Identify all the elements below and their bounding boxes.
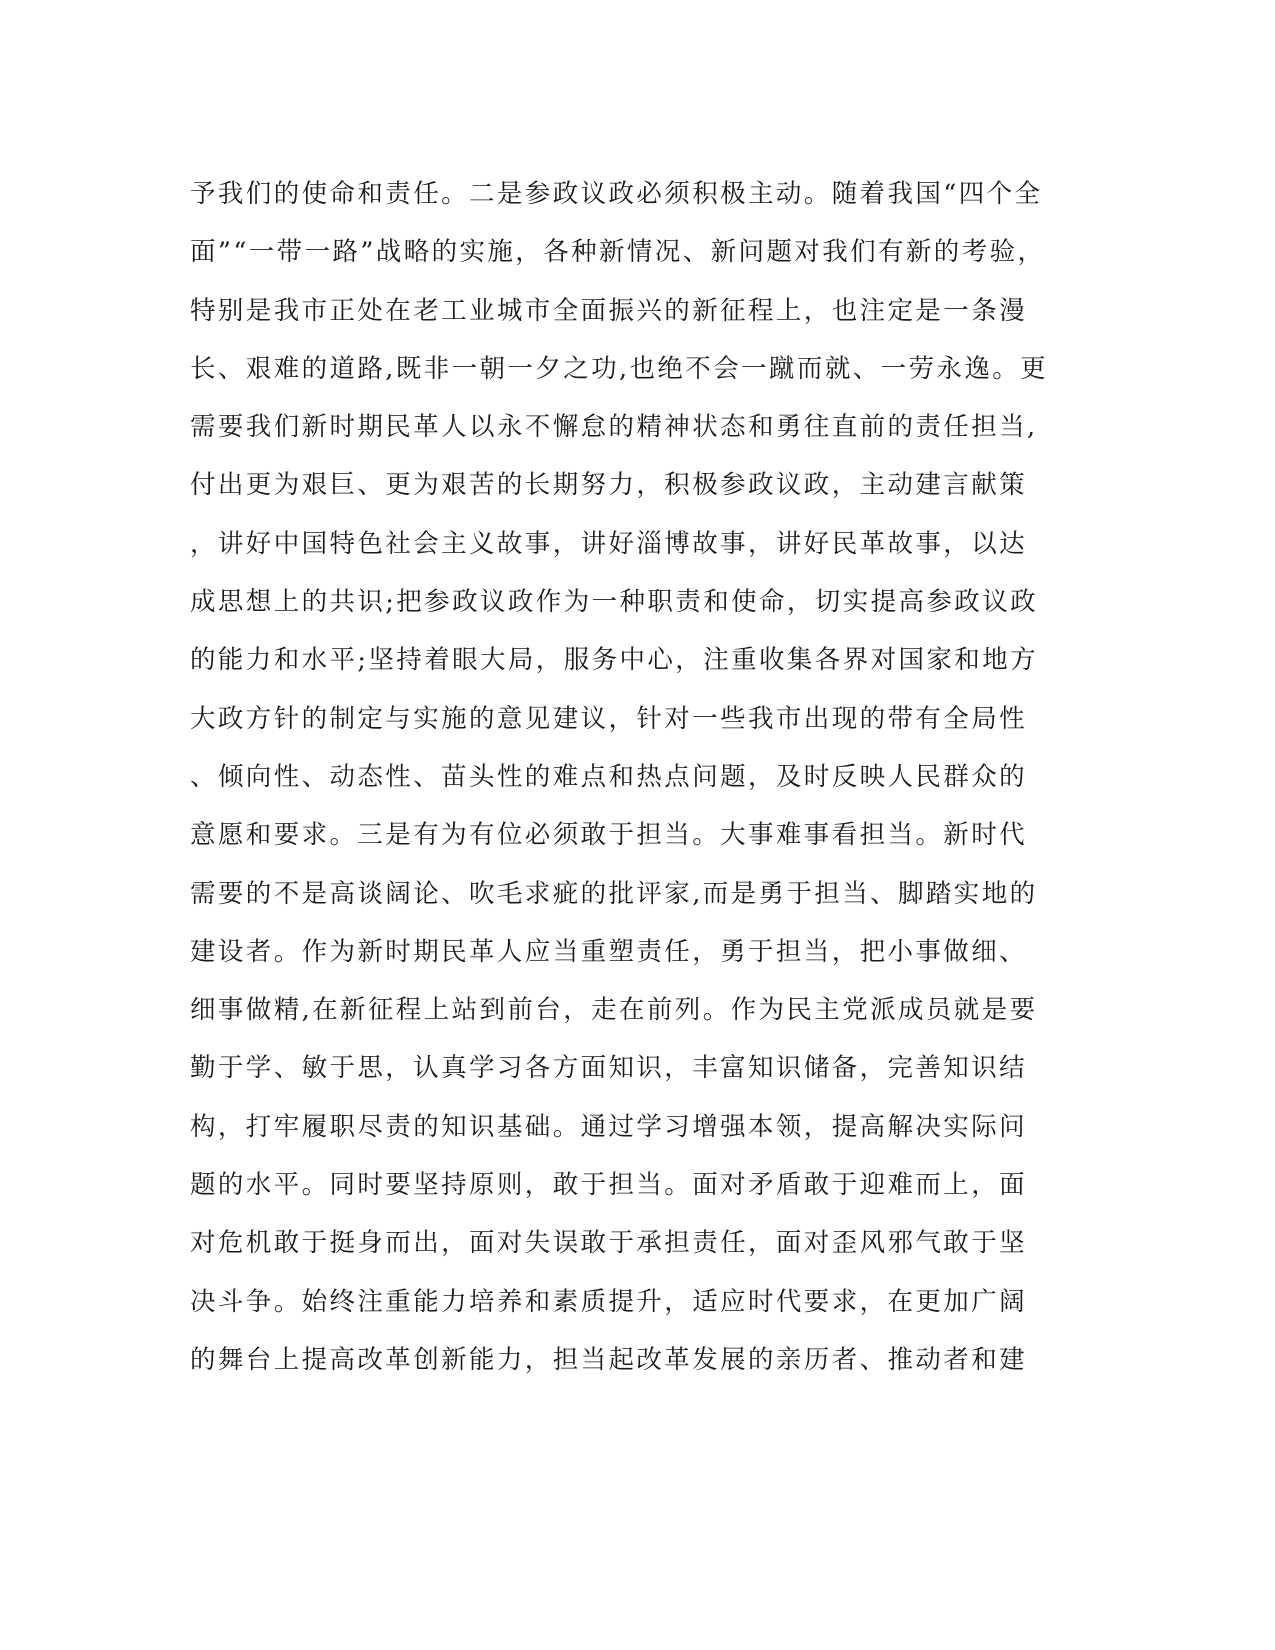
text-line: 勤于学、敏于思，认真学习各方面知识，丰富知识储备，完善知识结 xyxy=(190,1053,1028,1084)
text-line: 予我们的使命和责任。二是参政议政必须积极主动。随着我国“四个全 xyxy=(190,179,1043,209)
body-text xyxy=(190,165,1070,1389)
text-line: ，讲好中国特色社会主义故事，讲好淄博故事，讲好民革故事，以达 xyxy=(190,528,1028,559)
text-line: 需要的不是高谈阔论、吹毛求疵的批评家,而是勇于担当、脚踏实地的 xyxy=(190,878,1038,909)
text-line: 大政方针的制定与实施的意见建议，针对一些我市出现的带有全局性 xyxy=(190,703,1028,734)
text-line: 长、艰难的道路,既非一朝一夕之功,也绝不会一蹴而就、一劳永逸。更 xyxy=(190,353,1049,384)
text-line: 题的水平。同时要坚持原则，敢于担当。面对矛盾敢于迎难而上，面 xyxy=(190,1170,1028,1201)
text-line: 面”“一带一路”战略的实施，各种新情况、新问题对我们有新的考验， xyxy=(190,237,1046,268)
text-line: 、倾向性、动态性、苗头性的难点和热点问题，及时反映人民群众的 xyxy=(190,761,1028,792)
text-line: 的舞台上提高改革创新能力，担当起改革发展的亲历者、推动者和建 xyxy=(190,1344,1028,1375)
text-line: 对危机敢于挺身而出，面对失误敢于承担责任，面对歪风邪气敢于坚 xyxy=(190,1228,1028,1259)
text-line: 需要我们新时期民革人以永不懈怠的精神状态和勇往直前的责任担当, xyxy=(190,412,1038,443)
text-line: 细事做精,在新征程上站到前台，走在前列。作为民主党派成员就是要 xyxy=(190,995,1038,1026)
text-line: 构，打牢履职尽责的知识基础。通过学习增强本领，提高解决实际问 xyxy=(190,1111,1028,1142)
text-line: 意愿和要求。三是有为有位必须敢于担当。大事难事看担当。新时代 xyxy=(190,820,1028,851)
text-line: 建设者。作为新时期民革人应当重塑责任，勇于担当，把小事做细、 xyxy=(190,936,1028,967)
text-line: 特别是我市正处在老工业城市全面振兴的新征程上，也注定是一条漫 xyxy=(190,295,1028,326)
text-line: 成思想上的共识;把参政议政作为一种职责和使命，切实提高参政议政 xyxy=(190,587,1038,618)
text-line: 付出更为艰巨、更为艰苦的长期努力，积极参政议政，主动建言献策 xyxy=(190,470,1028,501)
text-line: 的能力和水平;坚持着眼大局，服务中心，注重收集各界对国家和地方 xyxy=(190,645,1038,676)
text-line: 决斗争。始终注重能力培养和素质提升，适应时代要求，在更加广阔 xyxy=(190,1286,1028,1317)
